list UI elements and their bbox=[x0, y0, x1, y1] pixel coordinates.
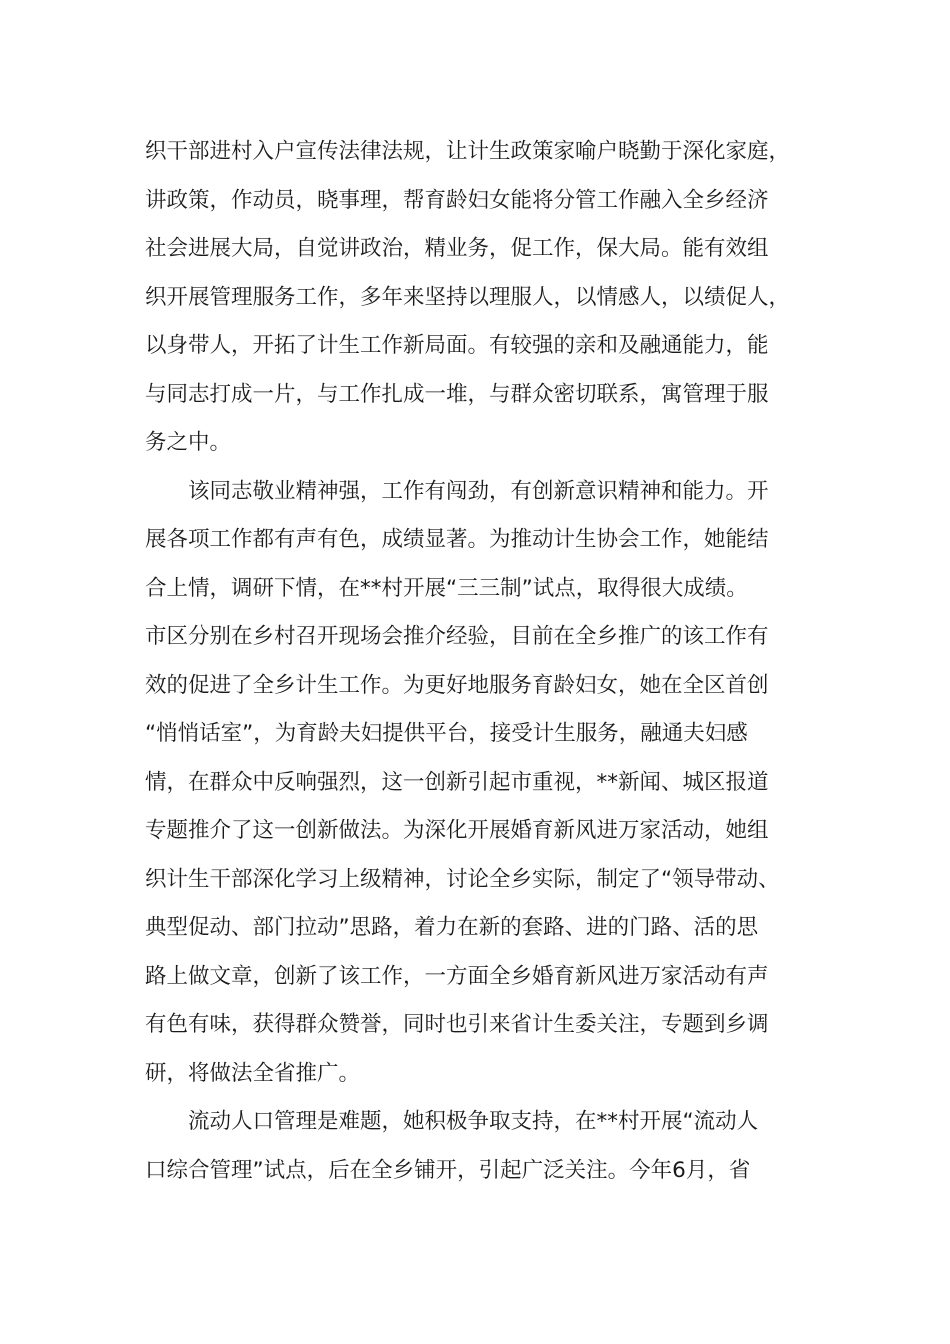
text-line: 务之中。 bbox=[145, 430, 232, 455]
text-line: 流动人口管理是难题，她积极争取支持，在**村开展“流动人 bbox=[188, 1109, 759, 1134]
text-line: 专题推介了这一创新做法。为深化开展婚育新风进万家活动，她组 bbox=[145, 818, 769, 843]
text-line: 效的促进了全乡计生工作。为更好地服务育龄妇女，她在全区首创 bbox=[145, 672, 769, 698]
text-line: 织干部进村入户宣传法律法规，让计生政策家喻户晓勤于深化家庭， bbox=[145, 139, 791, 164]
text-line: 织开展管理服务工作，多年来坚持以理服人，以情感人，以绩促人， bbox=[145, 284, 791, 310]
text-line: 展各项工作都有声有色，成绩显著。为推动计生协会工作，她能结 bbox=[145, 527, 769, 552]
text-line: 合上情，调研下情，在**村开展“三三制”试点，取得很大成绩。 bbox=[145, 575, 748, 601]
text-line: 路上做文章，创新了该工作，一方面全乡婚育新风进万家活动有声 bbox=[145, 963, 769, 989]
document-body bbox=[145, 128, 845, 1195]
paragraph-3 bbox=[145, 1098, 845, 1195]
text-line: 社会进展大局，自觉讲政治，精业务，促工作，保大局。能有效组 bbox=[145, 236, 769, 261]
text-line: 该同志敬业精神强，工作有闯劲，有创新意识精神和能力。开 bbox=[188, 478, 769, 504]
text-line: “悄悄话室”，为育龄夫妇提供平台，接受计生服务，融通夫妇感 bbox=[145, 721, 748, 746]
text-line: 以身带人，开拓了计生工作新局面。有较强的亲和及融通能力，能 bbox=[145, 333, 769, 358]
text-line: 与同志打成一片，与工作扎成一堆，与群众密切联系，寓管理于服 bbox=[145, 381, 769, 407]
text-line: 典型促动、部门拉动”思路，着力在新的套路、进的门路、活的思 bbox=[145, 915, 759, 940]
text-line: 市区分别在乡村召开现场会推介经验，目前在全乡推广的该工作有 bbox=[145, 624, 769, 649]
text-line: 研，将做法全省推广。 bbox=[145, 1060, 361, 1086]
text-line: 口综合管理”试点，后在全乡铺开，引起广泛关注。今年6月，省 bbox=[145, 1157, 751, 1183]
text-line: 有色有味，获得群众赞誉，同时也引来省计生委关注，专题到乡调 bbox=[145, 1012, 769, 1037]
text-line: 情，在群众中反响强烈，这一创新引起市重视，**新闻、城区报道 bbox=[145, 769, 769, 795]
text-line: 讲政策，作动员，晓事理，帮育龄妇女能将分管工作融入全乡经济 bbox=[145, 187, 769, 213]
paragraph-2 bbox=[145, 468, 845, 1099]
paragraph-1 bbox=[145, 128, 845, 468]
text-line: 织计生干部深化学习上级精神，讨论全乡实际，制定了“领导带动、 bbox=[145, 866, 780, 892]
